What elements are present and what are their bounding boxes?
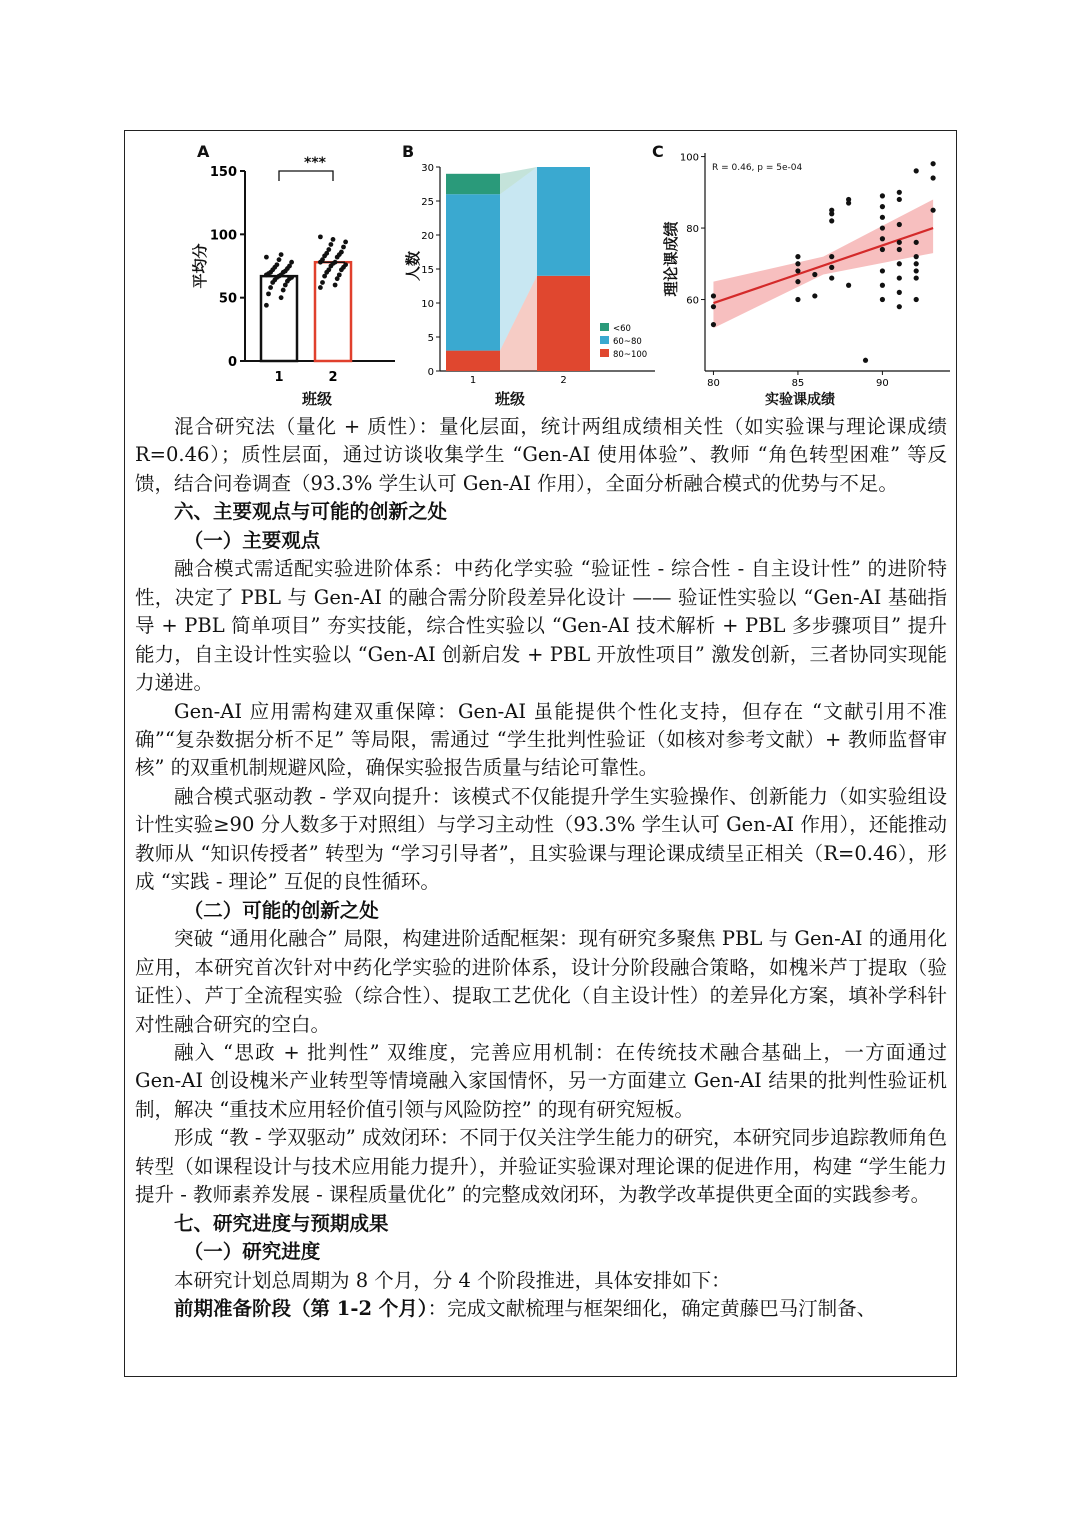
chart-c-xtick-label: 90: [876, 378, 889, 389]
subheading-main-views: （一）主要观点: [183, 528, 321, 552]
chart-a-ylabel: 平均分: [191, 243, 209, 289]
chart-c-panel-label: C: [652, 142, 664, 161]
chart-b-bar-segment: [537, 276, 590, 371]
chart-c-point: [829, 254, 834, 259]
chart-b-ytick-label: 15: [421, 265, 434, 276]
chart-b-legend-swatch: [600, 323, 609, 331]
chart-c-point: [880, 215, 885, 220]
chart-a-point: [289, 275, 294, 280]
chart-c-point: [914, 240, 919, 245]
chart-c-ylabel: 理论课成绩: [662, 221, 680, 297]
chart-c-point: [897, 261, 902, 266]
chart-a-point: [337, 272, 342, 277]
chart-c-point: [897, 240, 902, 245]
chart-c-point: [711, 322, 716, 327]
chart-a-point: [331, 237, 336, 242]
chart-a-point: [268, 285, 273, 290]
chart-b-legend-swatch: [600, 336, 609, 344]
chart-c-point: [880, 225, 885, 230]
subheading-innovations: （二）可能的创新之处: [183, 898, 379, 922]
chart-c-point: [846, 197, 851, 202]
chart-c-point: [795, 279, 800, 284]
paragraph-view-1: 融合模式需适配实验进阶体系：中药化学实验 “验证性 - 综合性 - 自主设计性” 的进阶特性，决定了 PBL 与 Gen-AI 的融合需分阶段差异化设计 —— 验证性实验以 “Gen-AI 基础指导 + PBL 简单项目” 夯实技能，综合性实验以 “Gen-AI 技术解析 + PBL 多步骤项目” 提升能力，自主设计性实验以 “Gen-AI 创新启发 + PBL 开放性项目” 激发创新，三者协同实现能力递进。: [135, 557, 947, 695]
chart-b-bar-segment: [446, 174, 500, 194]
chart-c-point: [914, 254, 919, 259]
paragraph-progress: 本研究计划总周期为 8 个月，分 4 个阶段推进，具体安排如下：: [174, 1268, 731, 1292]
chart-c-point: [829, 275, 834, 280]
document-frame: [124, 130, 957, 1377]
chart-b-ylabel: 人数: [404, 250, 422, 282]
chart-a-point: [275, 262, 280, 267]
body-text: [135, 413, 947, 1324]
chart-c-point: [880, 193, 885, 198]
chart-a-point: [333, 283, 338, 288]
chart-a-point: [264, 255, 269, 260]
section-heading-7: 七、研究进度与预期成果: [174, 1211, 389, 1235]
chart-c-point: [880, 236, 885, 241]
chart-b-xlabel: 班级: [494, 390, 526, 408]
chart-c-point: [795, 297, 800, 302]
chart-a-significance: ***: [304, 155, 326, 171]
chart-b-bar-segment: [446, 351, 500, 371]
chart-a-bar: [315, 262, 351, 361]
chart-a-point: [277, 257, 282, 262]
chart-c-point: [880, 268, 885, 273]
chart-c-point: [829, 265, 834, 270]
chart-a-xlabel: 班级: [301, 390, 333, 408]
subheading-progress: （一）研究进度: [183, 1240, 321, 1264]
chart-a-point: [326, 247, 331, 252]
chart-c-point: [846, 283, 851, 288]
chart-b-xtick-label: 1: [469, 375, 477, 386]
chart-b-panel-label: B: [402, 142, 415, 161]
chart-a: [175, 131, 425, 413]
chart-a-point: [333, 260, 338, 265]
chart-c-point: [880, 283, 885, 288]
chart-b-legend-swatch: [600, 349, 609, 357]
paragraph-innovation-1: 突破 “通用化融合” 局限，构建进阶适配框架：现有研究多聚焦 PBL 与 Gen-AI 的通用化应用，本研究首次针对中药化学实验的进阶体系，设计分阶段融合策略，如槐米芦丁提取（验证性）、芦丁全流程实验（综合性）、提取工艺优化（自主设计性）的差异化方案，填补学科针对性融合研究的空白。: [135, 927, 947, 1036]
chart-c-point: [914, 168, 919, 173]
chart-c-point: [914, 275, 919, 280]
paragraph-stage-1: [135, 1295, 947, 1323]
chart-a-ytick-label: 0: [227, 355, 237, 370]
chart-a-ytick-label: 100: [209, 228, 237, 244]
chart-a-point: [279, 252, 284, 257]
chart-a-point: [343, 240, 348, 245]
chart-b-ytick-label: 20: [421, 231, 434, 242]
chart-c-xtick-label: 85: [791, 378, 805, 389]
chart-a-ytick-label: 150: [209, 165, 237, 180]
chart-b-legend-label: <60: [613, 324, 631, 334]
paragraph-innovation-2: 融入 “思政 + 批判性” 双维度，完善应用机制：在传统技术融合基础上，一方面通过 Gen-AI 创设槐米产业转型等情境融入家国情怀，另一方面建立 Gen-AI 结果的批判性验证机制，解决 “重技术应用轻价值引领与风险防控” 的现有研究短板。: [135, 1040, 947, 1121]
chart-a-ytick-label: 50: [218, 291, 237, 307]
chart-a-point: [341, 245, 346, 250]
chart-c-ytick-label: 100: [679, 152, 699, 164]
chart-c-point: [829, 208, 834, 213]
paragraph-view-3: 融合模式驱动教 - 学双向提升：该模式不仅能提升学生实验操作、创新能力（如实验组设计性实验≥90 分人数多于对照组）与学习主动性（93.3% 学生认可 Gen-AI 作用），还能推动教师从 “知识传授者” 转型为 “学习引导者”，且实验课与理论课成绩呈正相关（R=0.46），形成 “实践 - 理论” 互促的良性循环。: [135, 784, 947, 894]
chart-a-bar: [261, 276, 297, 361]
chart-c-ytick-label: 80: [686, 224, 699, 236]
chart-c-annotation: R = 0.46, p = 5e-04: [712, 163, 803, 173]
chart-a-point: [320, 280, 325, 285]
section-heading-6: 六、主要观点与可能的创新之处: [174, 500, 448, 524]
paragraph-view-2: Gen-AI 应用需构建双重保障：Gen-AI 虽能提供个性化支持，但存在 “文献引用不准确”“复杂数据分析不足” 等局限，需通过 “学生批判性验证（如核对参考文献）+ 教师监督审核” 的双重机制规避风险，确保实验报告质量与结论可靠性。: [135, 699, 947, 780]
chart-a-point: [264, 303, 269, 308]
chart-a-point: [281, 288, 286, 293]
chart-c-point: [812, 272, 817, 277]
chart-b-bar-segment: [537, 167, 590, 276]
chart-c-point: [829, 218, 834, 223]
chart-c-point: [711, 304, 716, 309]
chart-c-point: [711, 293, 716, 298]
chart-c-point: [914, 297, 919, 302]
figure-row: [125, 131, 955, 413]
chart-c-point: [795, 268, 800, 273]
chart-c-point: [795, 261, 800, 266]
chart-b-ytick-label: 5: [427, 333, 434, 344]
chart-a-xtick-label: 1: [274, 370, 284, 385]
chart-c-point: [897, 222, 902, 227]
chart-a-point: [339, 250, 344, 255]
chart-b-ytick-label: 30: [421, 163, 434, 174]
paragraph-innovation-3: 形成 “教 - 学双驱动” 成效闭环：不同于仅关注学生能力的研究，本研究同步追踪教师角色转型（如课程设计与技术应用能力提升），并验证实验课对理论课的促进作用，构建 “学生能力提升 - 教师素养发展 - 课程质量优化” 的完整成效闭环，为教学改革提供更全面的实践参考。: [135, 1126, 947, 1207]
chart-c-xlabel: 实验课成绩: [765, 392, 835, 408]
stage-1-text: ：完成文献梳理与框架细化，确定黄藤巴马汀制备、: [427, 1297, 877, 1321]
chart-a-panel-label: A: [197, 142, 210, 161]
chart-a-point: [289, 260, 294, 265]
chart-a-point: [318, 234, 323, 239]
chart-b: [390, 131, 660, 413]
chart-a-point: [266, 291, 271, 296]
chart-a-point: [343, 262, 348, 267]
chart-c-point: [931, 175, 936, 180]
chart-c-point: [914, 268, 919, 273]
chart-c-point: [914, 261, 919, 266]
chart-c-point: [897, 304, 902, 309]
chart-a-significance-bracket: [279, 171, 333, 181]
chart-c-ytick-label: 60: [686, 295, 699, 307]
chart-c-point: [880, 247, 885, 252]
chart-c-point: [897, 190, 902, 195]
chart-a-point: [329, 242, 334, 247]
chart-c-point: [897, 247, 902, 252]
chart-b-ytick-label: 25: [421, 197, 434, 208]
chart-c-point: [897, 290, 902, 295]
chart-a-point: [279, 295, 284, 300]
chart-b-legend-label: 60~80: [613, 337, 642, 347]
chart-b-ytick-label: 0: [427, 367, 434, 378]
chart-c-point: [931, 161, 936, 166]
chart-c-point: [795, 254, 800, 259]
chart-a-point: [318, 285, 323, 290]
chart-c: [640, 131, 955, 413]
chart-b-xtick-label: 2: [560, 375, 567, 386]
chart-c-point: [812, 293, 817, 298]
chart-c-point: [897, 275, 902, 280]
chart-a-xtick-label: 2: [328, 370, 338, 385]
chart-c-xtick-label: 80: [707, 378, 720, 389]
chart-b-ytick-label: 10: [421, 299, 434, 310]
chart-c-point: [863, 358, 868, 363]
chart-c-point: [897, 197, 902, 202]
chart-c-point: [880, 204, 885, 209]
chart-b-bar-segment: [446, 194, 500, 350]
paragraph-mixed-method: 混合研究法（量化 + 质性）：量化层面，统计两组成绩相关性（如实验课与理论课成绩 R=0.46）；质性层面，通过访谈收集学生 “Gen-AI 使用体验”、教师 “角色转型困难” 等反馈，结合问卷调查（93.3% 学生认可 Gen-AI 作用），全面分析融合模式的优势与不足。: [135, 415, 947, 495]
stage-1-label: 前期准备阶段（第 1-2 个月）: [174, 1297, 428, 1321]
chart-c-point: [931, 208, 936, 213]
chart-b-legend-label: 80~100: [613, 350, 648, 360]
chart-c-point: [880, 297, 885, 302]
